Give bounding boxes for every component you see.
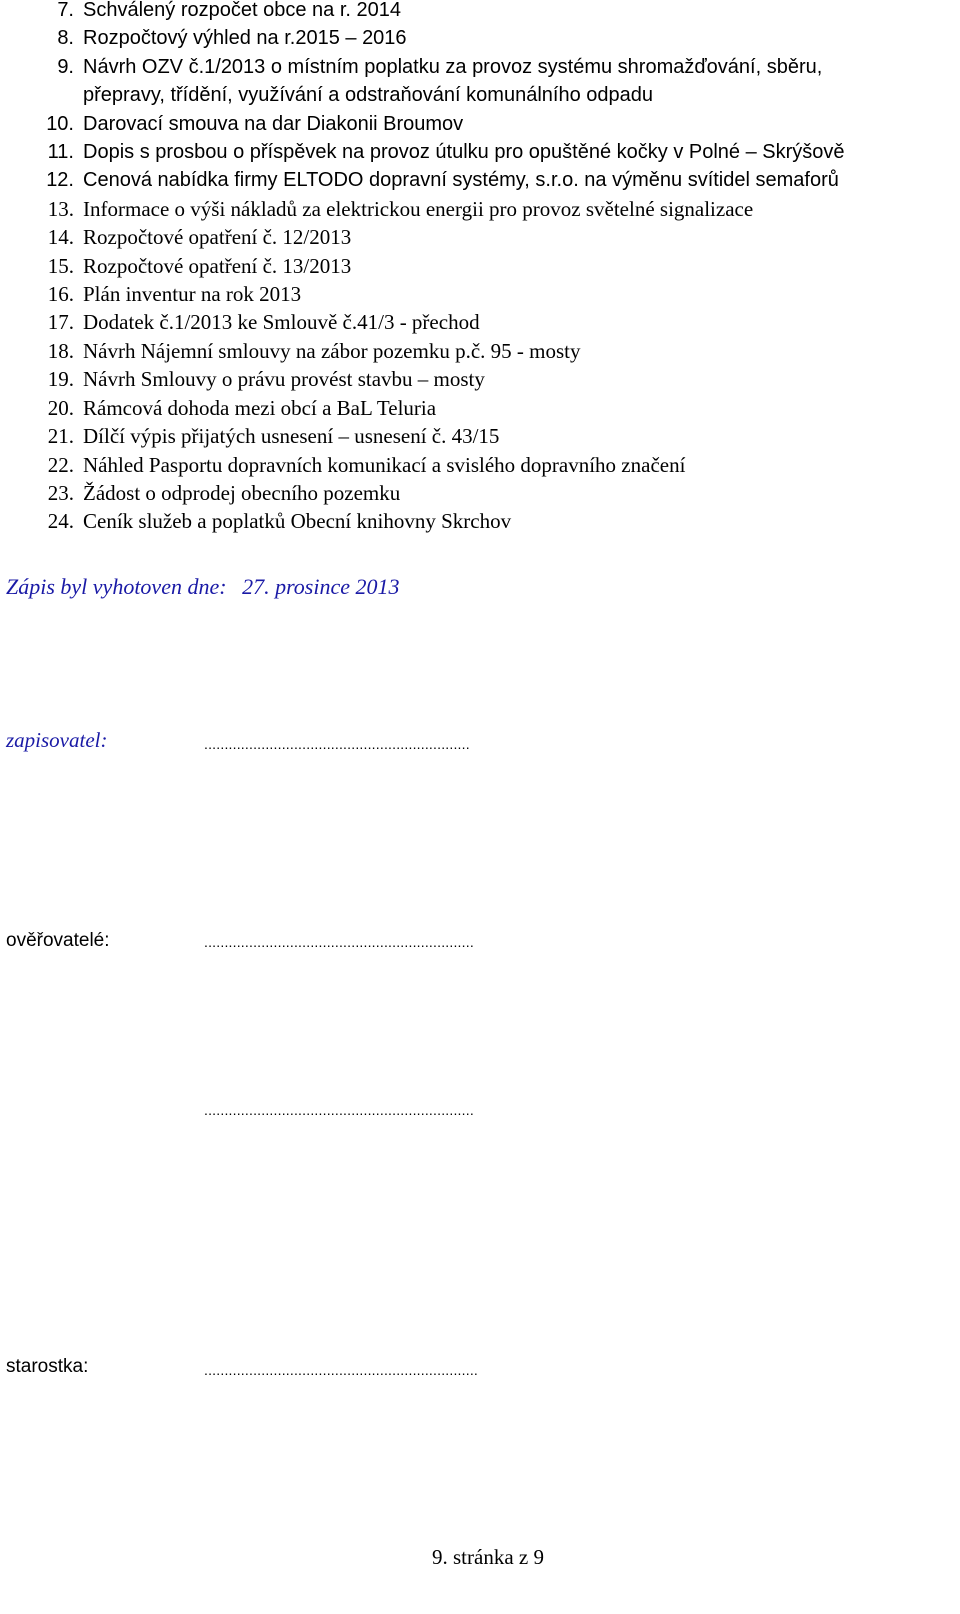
agenda-item-line: Darovací smouva na dar Diakonii Broumov xyxy=(83,112,464,135)
agenda-item-line: Návrh OZV č.1/2013 o místním poplatku za provoz systému shromažďování, sběru, xyxy=(83,55,823,78)
agenda-item-line: Návrh Smlouvy o právu provést stavbu – mosty xyxy=(83,367,485,392)
agenda-item xyxy=(28,195,948,223)
agenda-item-number: 18. xyxy=(47,338,74,363)
agenda-item-number: 24. xyxy=(47,509,74,534)
agenda-list xyxy=(28,0,948,536)
verifiers-label: ověřovatelé: xyxy=(6,930,110,951)
agenda-item-line: Rozpočtový výhled na r.2015 – 2016 xyxy=(83,27,407,50)
agenda-item xyxy=(28,308,948,336)
agenda-item-line: Ceník služeb a poplatků Obecní knihovny Skrchov xyxy=(83,509,512,534)
agenda-item-number: 12. xyxy=(46,169,74,192)
agenda-item-text xyxy=(83,195,753,223)
agenda-item-line: přepravy, třídění, využívání a odstraňování komunálního odpadu xyxy=(83,84,653,107)
agenda-item-number: 19. xyxy=(47,367,74,392)
agenda-item-number: 10. xyxy=(46,112,74,135)
agenda-item-text xyxy=(83,0,401,24)
agenda-item xyxy=(28,24,948,52)
agenda-item-line: Dodatek č.1/2013 ke Smlouvě č.41/3 - přechod xyxy=(83,310,480,335)
agenda-item xyxy=(28,451,948,479)
agenda-item-line: Dílčí výpis přijatých usnesení – usnesení č. 43/15 xyxy=(83,424,500,449)
agenda-item-text xyxy=(83,308,480,336)
agenda-item-line: Plán inventur na rok 2013 xyxy=(83,282,302,307)
agenda-item xyxy=(28,507,948,535)
agenda-item-text xyxy=(83,166,839,194)
agenda-item-text xyxy=(83,422,499,450)
agenda-item-text xyxy=(83,337,580,365)
agenda-item-number: 8. xyxy=(57,27,74,50)
record-date: 27. prosince 2013 xyxy=(242,574,400,599)
page-number: 9. stránka z 9 xyxy=(432,1545,544,1569)
agenda-item xyxy=(28,223,948,251)
agenda-item-number: 14. xyxy=(47,225,74,250)
agenda-item-text xyxy=(83,280,301,308)
agenda-item-line: Náhled Pasportu dopravních komunikací a svislého dopravního značení xyxy=(83,452,686,477)
agenda-item-number: 9. xyxy=(57,55,74,78)
agenda-item-text xyxy=(83,365,485,393)
agenda-item xyxy=(28,252,948,280)
agenda-item-line: Rámcová dohoda mezi obcí a BaL Teluria xyxy=(83,395,437,420)
agenda-item-number: 21. xyxy=(47,424,74,449)
agenda-item xyxy=(28,110,948,138)
agenda-item xyxy=(28,337,948,365)
agenda-item-line: Návrh Nájemní smlouvy na zábor pozemku p.č. 95 - mosty xyxy=(83,338,581,363)
agenda-item-text xyxy=(83,252,351,280)
agenda-item xyxy=(28,53,948,110)
agenda-item-number: 7. xyxy=(57,0,74,21)
agenda-item-number: 15. xyxy=(47,253,74,278)
agenda-item-text xyxy=(83,24,407,52)
agenda-item-number: 16. xyxy=(47,282,74,307)
agenda-item-number: 11. xyxy=(47,141,74,164)
mayor-signature-line: ................................................................... xyxy=(204,1362,479,1378)
agenda-item-text xyxy=(83,53,822,110)
verifier-2-signature-line: .................................................................. xyxy=(204,1102,474,1118)
agenda-item-line: Rozpočtové opatření č. 12/2013 xyxy=(83,225,352,250)
agenda-item xyxy=(28,479,948,507)
agenda-item-text xyxy=(83,223,351,251)
agenda-item-line: Žádost o odprodej obecního pozemku xyxy=(83,480,401,505)
record-date-line xyxy=(6,574,400,600)
verifier-1-signature-line: .................................................................. xyxy=(204,934,474,950)
agenda-item xyxy=(28,166,948,194)
agenda-item-text xyxy=(83,479,400,507)
mayor-label: starostka: xyxy=(6,1356,89,1377)
agenda-item xyxy=(28,365,948,393)
agenda-item-line: Dopis s prosbou o příspěvek na provoz útulku pro opuštěné kočky v Polné – Skrýšově xyxy=(83,141,845,164)
agenda-item-line: Informace o výši nákladů za elektrickou energii pro provoz světelné signalizace xyxy=(83,196,754,221)
agenda-item-line: Cenová nabídka firmy ELTODO dopravní systémy, s.r.o. na výměnu svítidel semaforů xyxy=(83,169,839,192)
agenda-item-text xyxy=(83,138,845,166)
recorder-signature-line: ................................................................. xyxy=(204,736,470,752)
agenda-item-text xyxy=(83,451,685,479)
agenda-item-number: 22. xyxy=(47,452,74,477)
agenda-item-number: 23. xyxy=(47,480,74,505)
agenda-item xyxy=(28,138,948,166)
agenda-item-number: 13. xyxy=(47,196,74,221)
agenda-item xyxy=(28,0,948,24)
agenda-item-text xyxy=(83,394,436,422)
agenda-item-number: 20. xyxy=(47,395,74,420)
agenda-item-line: Rozpočtové opatření č. 13/2013 xyxy=(83,253,352,278)
agenda-item-number: 17. xyxy=(47,310,74,335)
agenda-item-line: Schválený rozpočet obce na r. 2014 xyxy=(83,0,401,21)
agenda-item-text xyxy=(83,110,463,138)
agenda-item-text xyxy=(83,507,511,535)
recorder-label: zapisovatel: xyxy=(6,728,108,752)
agenda-item xyxy=(28,394,948,422)
agenda-item xyxy=(28,422,948,450)
record-label: Zápis byl vyhotoven dne: xyxy=(6,574,227,599)
agenda-item xyxy=(28,280,948,308)
